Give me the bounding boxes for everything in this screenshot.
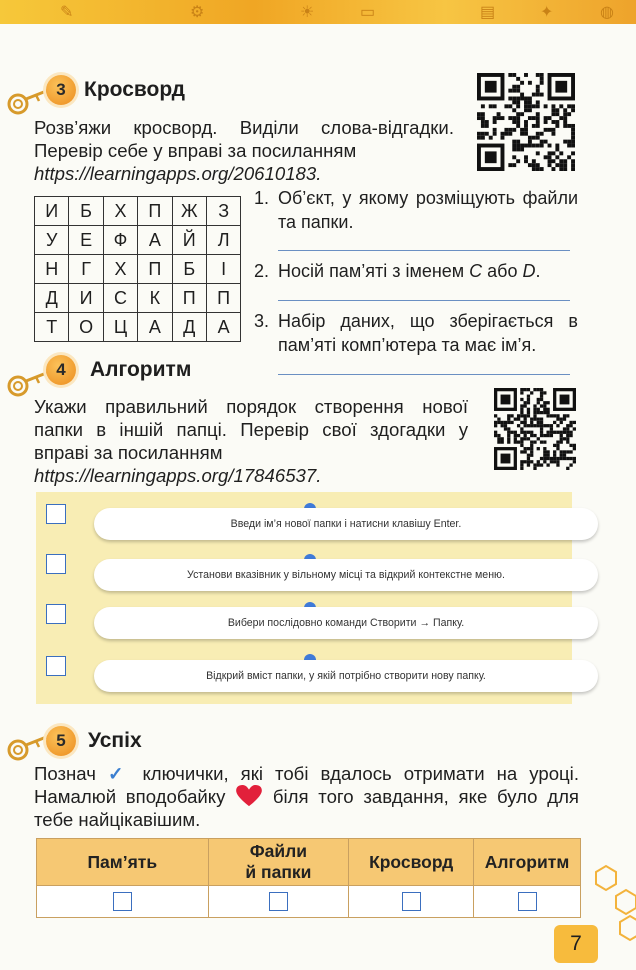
success-checkbox[interactable] — [269, 892, 288, 911]
instructions-line: тебе найцікавішим. — [34, 809, 201, 830]
grid-cell: И — [69, 284, 103, 313]
instructions-text: Розв’яжи кросворд. Виділи слова-відгадки. Перевір себе у вправі за посиланням — [34, 117, 454, 161]
table-cell — [349, 886, 474, 918]
instructions-text: біля того завдання, яке було для — [263, 786, 579, 807]
section-title: Кросворд — [84, 78, 185, 101]
grid-cell: И — [35, 197, 69, 226]
grid-cell: Х — [103, 197, 137, 226]
algorithm-panel — [36, 492, 572, 704]
grid-cell: Ц — [103, 313, 137, 342]
crossword-grid — [34, 196, 241, 342]
grid-cell: П — [172, 284, 206, 313]
link-text[interactable]: https://learningapps.org/17846537 — [34, 465, 317, 486]
lightbulb-icon: ☀ — [300, 4, 315, 21]
algorithm-instructions — [34, 395, 468, 487]
top-decorative-band — [0, 0, 636, 24]
heart-icon — [235, 785, 263, 807]
page-number: 7 — [554, 925, 598, 963]
success-instructions — [34, 762, 579, 831]
grid-cell: Д — [172, 313, 206, 342]
drive-letter-d: D — [522, 261, 536, 281]
link-text[interactable]: https://learningapps.org/20610183 — [34, 163, 317, 184]
column-header: Пам’ять — [37, 839, 209, 886]
gear-icon: ⚙ — [190, 4, 205, 21]
algorithm-step-card[interactable]: Установи вказівник у вільному місці та відкрий контекстне меню. — [94, 559, 598, 591]
instructions-line — [34, 762, 579, 785]
grid-cell: Л — [206, 226, 240, 255]
grid-cell: Х — [103, 255, 137, 284]
grid-cell: А — [206, 313, 240, 342]
grid-cell: Ф — [103, 226, 137, 255]
clue-text — [278, 259, 578, 283]
order-checkbox[interactable] — [46, 604, 66, 624]
tools-icon: ✎ — [60, 4, 74, 21]
clue-text-part: Носій пам’яті з іменем — [278, 261, 470, 281]
column-header: Алгоритм — [474, 839, 581, 886]
grid-row — [35, 255, 241, 284]
answer-line[interactable] — [278, 374, 570, 375]
clue-text: Набір даних, що зберігається в пам’яті комп’ютера та має ім’я. — [278, 311, 578, 355]
grid-cell: Т — [35, 313, 69, 342]
grid-cell: П — [138, 255, 172, 284]
section-number-badge: 4 — [46, 355, 76, 385]
grid-cell: Б — [69, 197, 103, 226]
clue-number: 2. — [254, 261, 270, 281]
instructions-text: Познач — [34, 763, 108, 784]
table-row — [37, 886, 581, 918]
section-title: Успіх — [88, 729, 142, 752]
algorithm-step-card[interactable]: Відкрий вміст папки, у якій потрібно створити нову папку. — [94, 660, 598, 692]
section-title: Алгоритм — [90, 358, 192, 381]
exercise-link[interactable] — [34, 464, 468, 487]
table-header-row — [37, 839, 581, 886]
computer-icon: ▭ — [360, 4, 376, 21]
grid-cell: Е — [69, 226, 103, 255]
table-cell — [208, 886, 349, 918]
answer-line[interactable] — [278, 250, 570, 251]
grid-cell: І — [206, 255, 240, 284]
grid-cell: К — [138, 284, 172, 313]
grid-row — [35, 284, 241, 313]
grid-cell: О — [69, 313, 103, 342]
grid-cell: У — [35, 226, 69, 255]
success-table — [36, 838, 581, 918]
globe-icon: ◍ — [600, 4, 614, 21]
table-cell — [474, 886, 581, 918]
table-cell — [37, 886, 209, 918]
clue-2 — [254, 259, 578, 283]
clue-3 — [254, 309, 578, 357]
qr-code-icon[interactable] — [477, 73, 575, 171]
order-checkbox[interactable] — [46, 656, 66, 676]
grid-cell: Г — [69, 255, 103, 284]
qr-code-icon[interactable] — [494, 388, 576, 470]
clue-text: Об’єкт, у якому розміщують файли та папки. — [278, 188, 578, 232]
link-tail: . — [316, 465, 322, 486]
grid-cell: Ж — [172, 197, 206, 226]
grid-cell: Н — [35, 255, 69, 284]
grid-row — [35, 313, 241, 342]
order-checkbox[interactable] — [46, 504, 66, 524]
grid-row — [35, 226, 241, 255]
grid-cell: П — [138, 197, 172, 226]
algorithm-step-card[interactable]: Введи ім’я нової папки і натисни клавішу Enter. — [94, 508, 598, 540]
drive-letter-c: C — [469, 261, 483, 281]
algorithm-step-card[interactable]: Вибери послідовно команди Створити → Папку. — [94, 607, 598, 639]
column-header: Кросворд — [349, 839, 474, 886]
chart-icon: ▤ — [480, 4, 496, 21]
column-header: Файли й папки — [208, 839, 349, 886]
grid-cell: Б — [172, 255, 206, 284]
bulb-icon: ✦ — [540, 4, 554, 21]
instructions-text: Намалюй вподобайку — [34, 786, 236, 807]
exercise-link[interactable] — [34, 162, 454, 185]
answer-line[interactable] — [278, 300, 570, 301]
clue-text-part: або — [482, 261, 523, 281]
crossword-instructions — [34, 116, 454, 185]
section-number-badge: 5 — [46, 726, 76, 756]
instructions-text: ключички, які тобі вдалось отримати на уроці. — [130, 763, 579, 784]
grid-cell: Д — [35, 284, 69, 313]
clue-number: 1. — [254, 188, 270, 208]
grid-cell: З — [206, 197, 240, 226]
clue-1 — [254, 186, 578, 234]
grid-cell: А — [138, 226, 172, 255]
order-checkbox[interactable] — [46, 554, 66, 574]
success-checkbox[interactable] — [402, 892, 421, 911]
instructions-text: Укажи правильний порядок створення нової папки в іншій папці. Перевір свої здогадки у вправі за посиланням — [34, 396, 468, 463]
grid-cell: П — [206, 284, 240, 313]
grid-cell: А — [138, 313, 172, 342]
success-checkbox[interactable] — [518, 892, 537, 911]
clue-text-part: . — [535, 261, 541, 281]
instructions-line — [34, 785, 579, 808]
success-checkbox[interactable] — [113, 892, 132, 911]
grid-row — [35, 197, 241, 226]
section-number-badge: 3 — [46, 75, 76, 105]
grid-cell: Й — [172, 226, 206, 255]
clue-number: 3. — [254, 311, 270, 331]
grid-cell: С — [103, 284, 137, 313]
link-tail: . — [316, 163, 322, 184]
checkmark-icon: ✓ — [107, 763, 131, 784]
